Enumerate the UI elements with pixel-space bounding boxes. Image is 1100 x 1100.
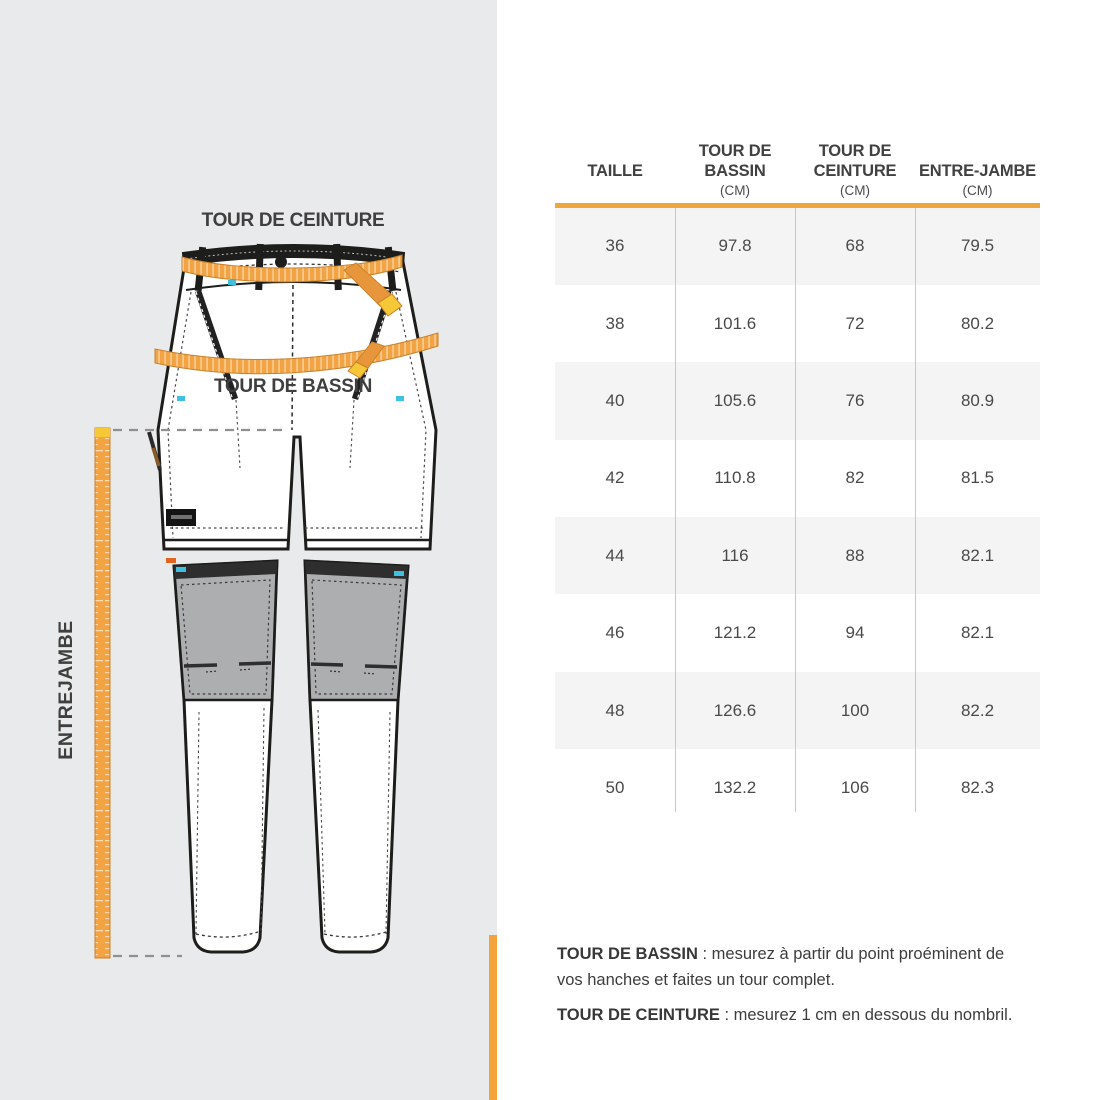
table-cell: 94: [845, 623, 865, 643]
table-cell: 68: [845, 236, 865, 256]
table-row: [555, 285, 1040, 362]
table-cell: 76: [845, 390, 865, 410]
size-table-body: [555, 208, 1040, 827]
table-cell: 81.5: [960, 468, 995, 488]
right-leg: [305, 561, 408, 952]
column-header-entrejambe: ENTRE-JAMBE (CM): [919, 162, 1036, 198]
inseam-measure-label: ENTREJAMBE: [55, 620, 77, 760]
table-cell: 72: [845, 313, 865, 333]
table-cell: 100: [840, 700, 870, 720]
knee-panel: [174, 561, 277, 700]
inseam-tape: [95, 428, 110, 958]
waist-note: TOUR DE CEINTURE : mesurez 1 cm en dessous du nombril.: [557, 1006, 1013, 1024]
table-cell: 79.5: [960, 236, 995, 256]
table-cell: 50: [605, 777, 625, 797]
table-cell: 132.2: [713, 777, 757, 797]
brand-label: [166, 509, 196, 526]
table-cell: 46: [605, 623, 625, 643]
table-cell: 44: [605, 545, 625, 565]
column-separator: [795, 208, 796, 812]
table-cell: 101.6: [713, 313, 757, 333]
diagram-panel: [0, 0, 497, 1100]
table-cell: 82.1: [960, 623, 995, 643]
table-cell: 97.8: [718, 236, 752, 256]
left-leg: [166, 558, 277, 952]
table-cell: 40: [605, 390, 625, 410]
table-row: [555, 208, 1040, 285]
table-row: [555, 594, 1040, 671]
table-cell: 121.2: [713, 623, 757, 643]
table-cell: 110.8: [714, 468, 756, 488]
leg-tab: [166, 558, 176, 563]
size-table: [555, 120, 1040, 827]
table-cell: 42: [605, 468, 625, 488]
column-separator: [915, 208, 916, 812]
table-cell: 126.6: [713, 700, 757, 720]
table-cell: 48: [605, 700, 625, 720]
table-cell: 106: [840, 777, 870, 797]
hip-measure-label: TOUR DE BASSIN: [213, 376, 373, 397]
waist-measure-label: TOUR DE CEINTURE: [201, 210, 385, 231]
column-header-tour-de-ceinture: TOUR DE CEINTURE (CM): [813, 142, 897, 198]
table-cell: 116: [721, 545, 749, 565]
table-cell: 80.2: [960, 313, 995, 333]
table-cell: 88: [845, 545, 865, 565]
measure-notes: [557, 941, 1015, 1028]
table-header: [555, 120, 1040, 203]
table-row: [555, 672, 1040, 749]
knee-panel: [305, 561, 408, 700]
table-cell: 82: [845, 468, 865, 488]
hip-note: TOUR DE BASSIN : mesurez à partir du point proéminent de vos hanches et faites un tour complet.: [557, 945, 1005, 989]
table-cell: 82.3: [960, 777, 995, 797]
column-header-taille: TAILLE: [587, 162, 643, 180]
accent-bar: [489, 935, 497, 1100]
table-cell: 38: [605, 313, 625, 333]
tape-end: [95, 428, 110, 437]
column-separator: [675, 208, 676, 812]
table-cell: 105.6: [713, 390, 757, 410]
table-row: [555, 362, 1040, 439]
table-cell: 80.9: [960, 390, 995, 410]
pants-diagram: [0, 0, 497, 1100]
table-row: [555, 749, 1040, 826]
table-cell: 36: [605, 236, 625, 256]
table-row: [555, 440, 1040, 517]
table-cell: 82.2: [960, 700, 995, 720]
waist-button: [275, 256, 287, 268]
table-cell: 82.1: [960, 545, 995, 565]
column-header-tour-de-bassin: TOUR DE BASSIN (CM): [698, 142, 772, 198]
table-row: [555, 517, 1040, 594]
